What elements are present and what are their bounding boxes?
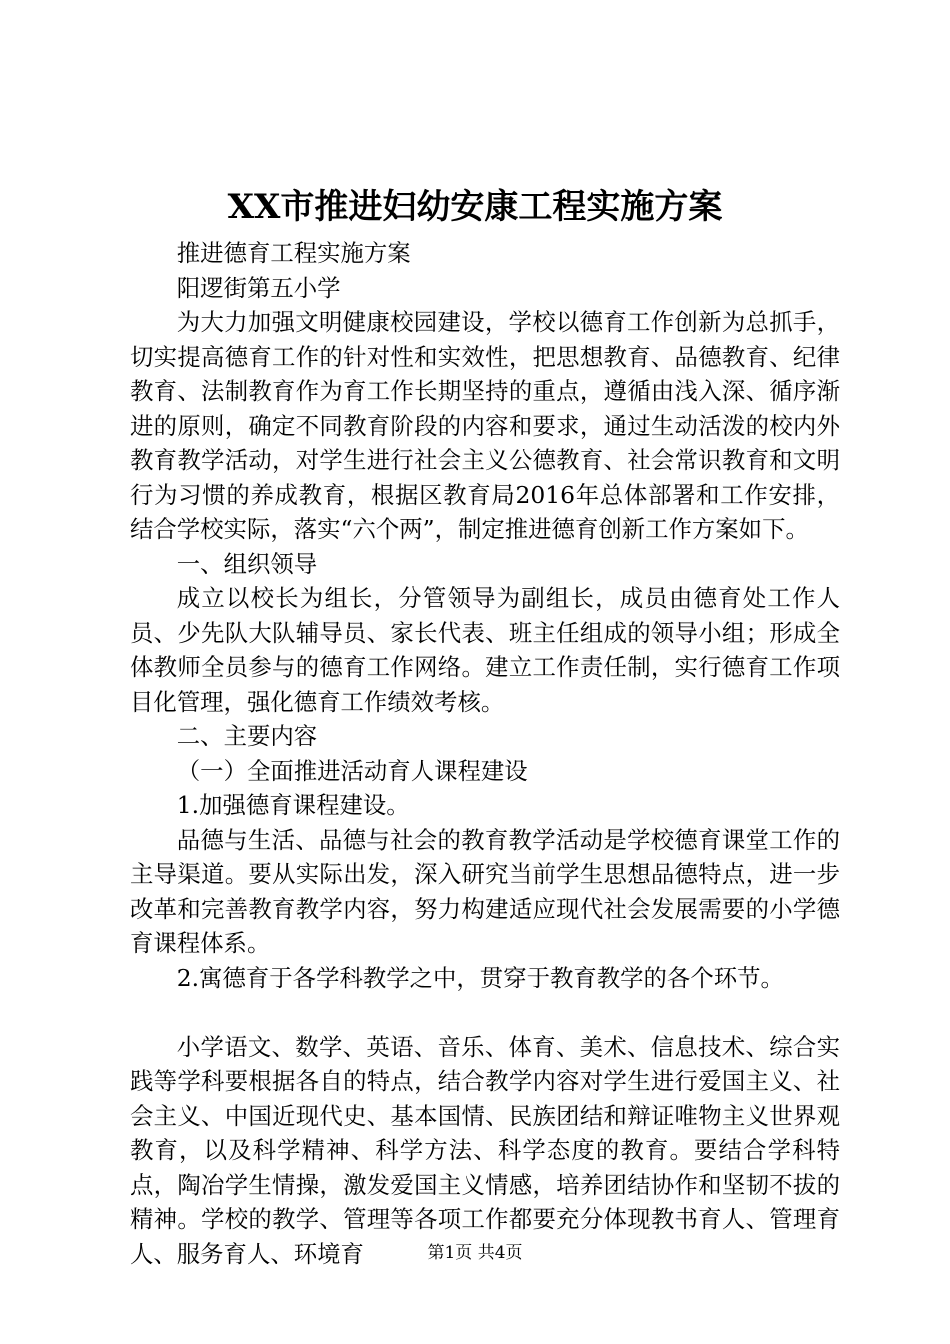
paragraph-school-name: 阳逻街第五小学 xyxy=(176,273,341,302)
paragraph-item-2: 小学语文、数学、英语、音乐、体育、美术、信息技术、综合实践等学科要根据各自的特点，结合教学内容对学生进行爱国主义、社会主义、中国近现代史、基本国情、民族团结和辩证唯物主义世界观教育，以及科学精神、科学方法、科学态度的教育。要结合学科特点，陶冶学生情操，激发爱国主义情感，培养团结协作和坚韧不拔的精神。学校的教学、管理等各项工作都要充分体现教书育人、管理育人、服务育人、环境育 xyxy=(130,1032,840,1268)
document-title: XX市推进妇幼安康工程实施方案 xyxy=(227,187,723,227)
blank-line xyxy=(130,995,840,1030)
paragraph-subtitle: 推进德育工程实施方案 xyxy=(176,239,411,267)
document-body xyxy=(130,236,840,1271)
paragraph-item-1: 品德与生活、品德与社会的教育教学活动是学校德育课堂工作的主导渠道。要从实际出发，深入研究当前学生思想品德特点，进一步改革和完善教育教学内容，努力构建适应现代社会发展需要的小学德育课程体系。 xyxy=(130,825,840,957)
page-footer: 第1页 共4页 xyxy=(427,1243,523,1263)
paragraph-organization: 成立以校长为组长，分管领导为副组长，成员由德育处工作人员、少先队大队辅导员、家长代表、班主任组成的领导小组；形成全体教师全员参与的德育工作网络。建立工作责任制，实行德育工作项目化管理，强化德育工作绩效考核。 xyxy=(130,584,840,716)
heading-section-1: （一）全面推进活动育人课程建设 xyxy=(176,756,528,785)
paragraph-intro: 为大力加强文明健康校园建设，学校以德育工作创新为总抓手，切实提高德育工作的针对性和实效性，把思想教育、品德教育、纪律教育、法制教育作为育工作长期坚持的重点，遵循由浅入深、循序渐进的原则，确定不同教育阶段的内容和要求，通过生动活泼的校内外教育教学活动，对学生进行社会主义公德教育、社会常识教育和文明行为习惯的养成教育，根据区教育局2016年总体部署和工作安排，结合学校实际，落实“六个两”，制定推进德育创新工作方案如下。 xyxy=(130,308,840,543)
heading-main-content: 二、主要内容 xyxy=(176,722,318,750)
heading-item-2: 2.寓德育于各学科教学之中，贯穿于教育教学的各个环节。 xyxy=(176,963,784,992)
heading-organization: 一、组织领导 xyxy=(176,549,318,578)
heading-item-1: 1.加强德育课程建设。 xyxy=(176,791,410,819)
